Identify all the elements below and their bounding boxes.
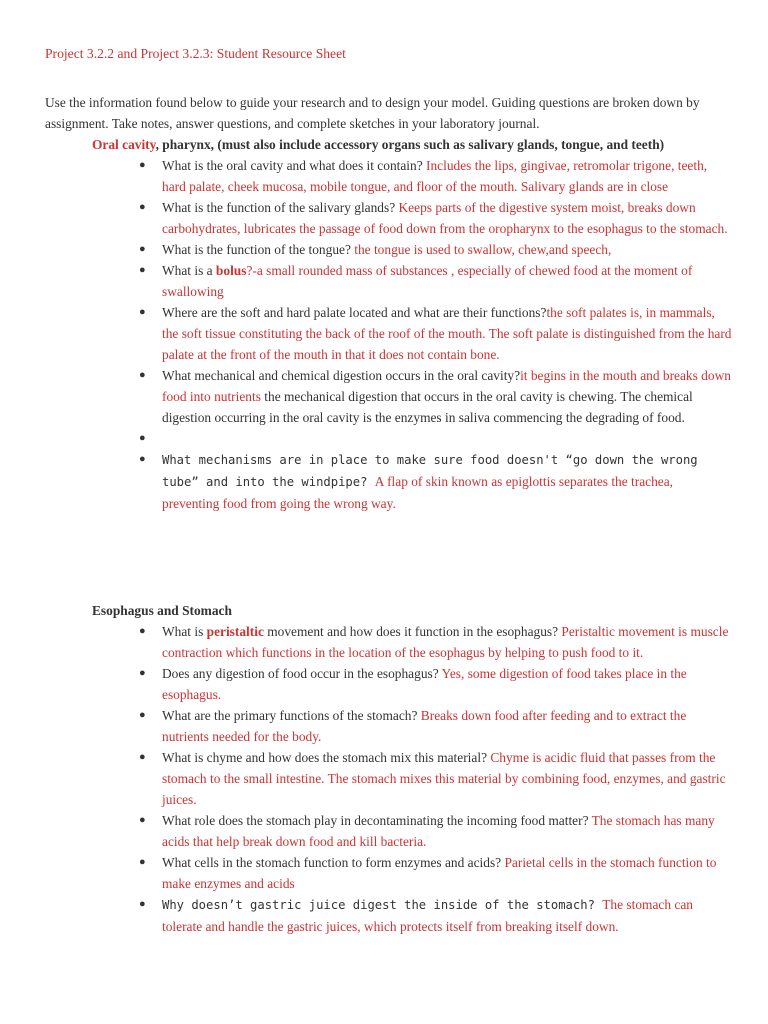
section-heading: Esophagus and Stomach	[92, 603, 232, 618]
bullet-icon: ●	[139, 306, 146, 318]
answer-text: Parietal cells in the stomach function to make enzymes and acids	[162, 855, 717, 891]
answer-extra-text: the mechanical digestion that occurs in the oral cavity is chewing. The chemical digestion occurring in the oral cavity is the enzymes in saliva commencing the degrading of food.	[162, 389, 693, 425]
bullet-icon: ●	[139, 243, 146, 255]
question-text: What is a	[162, 263, 216, 278]
question-list	[92, 155, 732, 514]
answer-text: it begins in the mouth and breaks down food into nutrients	[162, 368, 731, 404]
bullet-icon: ●	[139, 856, 146, 868]
answer-text: Includes the lips, gingivae, retromolar trigone, teeth, hard palate, cheek mucosa, mobile tongue, and floor of the mouth. Salivary glands are in close	[162, 158, 708, 194]
question-list	[92, 621, 732, 937]
list-item	[92, 260, 732, 302]
question-text: Where are the soft and hard palate located and what are their functions?	[162, 305, 547, 320]
section-heading	[92, 134, 732, 155]
answer-text: Yes, some digestion of food takes place in the esophagus.	[162, 666, 687, 702]
answer-text: ?-a small rounded mass of substances , especially of chewed food at the moment of swallowing	[162, 263, 693, 299]
list-item	[92, 428, 732, 449]
answer-text: The stomach has many acids that help break down food and kill bacteria.	[162, 813, 715, 849]
list-item	[92, 705, 732, 747]
list-item	[92, 894, 732, 937]
section-oral-cavity	[92, 134, 732, 514]
list-item	[92, 810, 732, 852]
question-text: What mechanisms are in place to make sure food doesn't “go down the wrong tube” and into the windpipe?	[162, 453, 698, 489]
answer-text: Keeps parts of the digestive system moist, breaks down carbohydrates, lubricates the passage of food down from the oropharynx to the esophagus to the stomach.	[162, 200, 728, 236]
question-text: What is the oral cavity and what does it contain?	[162, 158, 427, 173]
question-text: What is the function of the salivary glands?	[162, 200, 399, 215]
question-text: Does any digestion of food occur in the esophagus?	[162, 666, 442, 681]
list-item	[92, 449, 732, 514]
bullet-icon: ●	[139, 201, 146, 213]
answer-text: Peristaltic movement is muscle contraction which functions in the location of the esophagus by helping to push food to it.	[162, 624, 729, 660]
bullet-icon: ●	[139, 432, 146, 444]
list-item	[92, 747, 732, 810]
question-text: What is the function of the tongue?	[162, 242, 355, 257]
list-item	[92, 365, 732, 428]
answer-text: the tongue is used to swallow, chew,and speech,	[354, 242, 612, 257]
list-item	[92, 197, 732, 239]
question-text: movement and how does it function in the esophagus?	[263, 624, 562, 639]
bullet-icon: ●	[139, 453, 146, 465]
answer-text: A flap of skin known as epiglottis separates the trachea, preventing food from going the wrong way.	[162, 474, 674, 511]
question-text: What are the primary functions of the stomach?	[162, 708, 421, 723]
intro-paragraph: Use the information found below to guide your research and to design your model. Guiding questions are broken down by assignment. Take notes, answer questions, and complete sketches in your laboratory journal.	[45, 95, 700, 131]
question-text: What mechanical and chemical digestion occurs in the oral cavity?	[162, 368, 521, 383]
bullet-icon: ●	[139, 814, 146, 826]
answer-text: Chyme is acidic fluid that passes from the stomach to the small intestine. The stomach mixes this material by combining food, enzymes, and gastric juices.	[162, 750, 726, 807]
list-item	[92, 239, 732, 260]
bullet-icon: ●	[139, 667, 146, 679]
bullet-icon: ●	[139, 159, 146, 171]
question-text: What is chyme and how does the stomach mix this material?	[162, 750, 491, 765]
answer-text: the soft palates is, in mammals, the soft tissue constituting the back of the roof of the mouth. The soft palate is distinguished from the hard palate at the front of the mouth in that it does not contain bone.	[162, 305, 732, 362]
question-text: What role does the stomach play in decontaminating the incoming food matter?	[162, 813, 592, 828]
list-item	[92, 155, 732, 197]
bullet-icon: ●	[139, 709, 146, 721]
page-title: Project 3.2.2 and Project 3.2.3: Student Resource Sheet	[45, 46, 346, 61]
term-peristaltic: peristaltic	[206, 624, 264, 639]
list-item	[92, 302, 732, 365]
list-item	[92, 852, 732, 894]
question-text: Why doesn’t gastric juice digest the inside of the stomach?	[162, 898, 603, 912]
bullet-icon: ●	[139, 625, 146, 637]
bullet-icon: ●	[139, 264, 146, 276]
list-item	[92, 663, 732, 705]
term-bolus: bolus	[215, 263, 247, 278]
bullet-icon: ●	[139, 751, 146, 763]
question-text: What is	[162, 624, 207, 639]
section-esophagus-stomach	[92, 600, 732, 937]
heading-highlight: Oral cavity	[92, 137, 156, 152]
answer-text: The stomach can tolerate and handle the gastric juices, which protects itself from breaking itself down.	[162, 897, 693, 934]
bullet-icon: ●	[139, 898, 146, 910]
list-item	[92, 621, 732, 663]
bullet-icon: ●	[139, 369, 146, 381]
heading-text: , pharynx, (must also include accessory organs such as salivary glands, tongue, and teeth)	[155, 137, 665, 152]
answer-text: Breaks down food after feeding and to extract the nutrients needed for the body.	[162, 708, 687, 744]
question-text: What cells in the stomach function to form enzymes and acids?	[162, 855, 505, 870]
